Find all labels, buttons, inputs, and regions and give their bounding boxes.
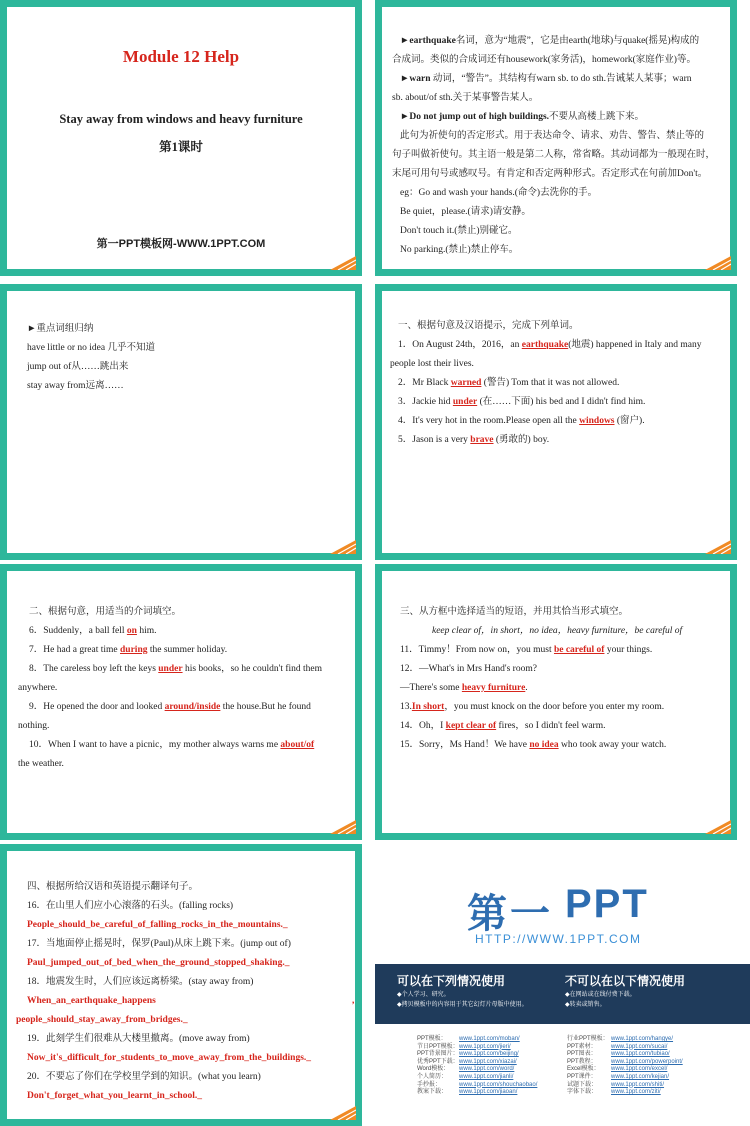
answer: kept clear of xyxy=(445,721,497,731)
resource-link[interactable]: www.1ppt.com/word/ xyxy=(459,1066,515,1073)
answer: earthquake xyxy=(521,340,569,350)
answer: under xyxy=(452,397,478,407)
slide-exercise-4[interactable] xyxy=(0,844,362,1126)
slide-title[interactable] xyxy=(0,0,362,276)
question-line xyxy=(398,377,619,390)
answer: People_should_be_careful_of_falling_rocks_in_the_mountains._ xyxy=(27,920,288,930)
resource-link[interactable]: www.1ppt.com/powerpoint/ xyxy=(611,1058,683,1065)
resource-link-row xyxy=(417,1074,537,1082)
question-line: 18．地震发生时，人们应该远离桥梁。(stay away from) xyxy=(27,977,254,987)
question-line: 16．在山里人们应小心滚落的石头。(falling rocks) xyxy=(27,901,234,911)
question-line xyxy=(400,644,652,657)
lesson-subtitle: Stay away from windows and heavy furniture xyxy=(59,112,303,126)
resource-link-label: PPT图表： xyxy=(567,1051,597,1058)
resource-link-row xyxy=(567,1066,683,1074)
text-span: (在……下面) his bed and I didn't find him. xyxy=(477,397,646,407)
text-line: 此句为祈使句的否定形式。用于表达命令、请求、劝告、警告、禁止等的 xyxy=(400,131,705,141)
text-span: 动词，“警告”。其结构有warn sb. to do sth.告诫某人某事；warn xyxy=(430,74,692,84)
answer: When_an_earthquake_happens xyxy=(27,996,156,1006)
keyword: ►Do not jump out of high buildings. xyxy=(400,112,550,122)
answer-comma: , xyxy=(352,996,355,1006)
resource-link[interactable]: www.1ppt.com/kejian/ xyxy=(611,1073,670,1080)
lesson-number: 第1课时 xyxy=(159,140,203,154)
phrase-line: jump out of从……跳出来 xyxy=(27,362,129,372)
phrase-line: have little or no idea 几乎不知道 xyxy=(27,343,155,353)
question-line xyxy=(398,434,549,447)
corner-decoration-icon xyxy=(330,256,356,270)
section-heading: 三、从方框中选择适当的短语，并用其恰当形式填空。 xyxy=(400,607,629,617)
resource-link-label: PPT素材： xyxy=(567,1043,597,1050)
question-line xyxy=(398,415,645,428)
cannot-use-item: ◆在网站或在线付费下载。 xyxy=(565,992,636,998)
corner-decoration-icon xyxy=(705,820,731,834)
question-line: 12．—What's in Mrs Hand's room? xyxy=(400,664,537,674)
text-line: sb. about/of sth.关于某事警告某人。 xyxy=(392,93,539,103)
text-span: his books，so he couldn't find them xyxy=(182,664,323,674)
question-line xyxy=(398,339,701,352)
brand-logo-ppt: PPT xyxy=(565,882,649,926)
resource-link[interactable]: www.1ppt.com/hangye/ xyxy=(611,1036,674,1042)
answer: heavy furniture xyxy=(461,683,526,693)
text-line: 句子叫做祈使句。其主语一般是第二人称，常省略。其动词都为一般现在时， xyxy=(392,150,716,160)
brand-text: 第一PPT模板网-WWW.1PPT.COM xyxy=(96,238,266,250)
resource-link-row xyxy=(417,1036,537,1044)
slide-body xyxy=(382,571,730,833)
resource-link-label: Word模板： xyxy=(417,1066,450,1073)
resource-link[interactable]: www.1ppt.com/xiazai/ xyxy=(459,1058,517,1065)
question-line: 19．此刻学生们很难从大楼里撤离。(move away from) xyxy=(27,1034,250,1044)
question-line xyxy=(29,644,227,657)
usage-band xyxy=(375,964,750,1024)
links-right xyxy=(567,1036,683,1097)
text-span: —There's some xyxy=(400,683,462,693)
keyword: ►earthquake xyxy=(400,36,456,46)
corner-decoration-icon xyxy=(330,1106,356,1120)
question-line xyxy=(29,663,322,676)
resource-link[interactable]: www.1ppt.com/jianli/ xyxy=(459,1073,514,1080)
resource-link[interactable]: www.1ppt.com/ziti/ xyxy=(611,1089,661,1096)
text-span: your things. xyxy=(604,645,653,655)
text-span: 14．Oh，I xyxy=(400,721,446,731)
text-span: 13. xyxy=(400,702,412,712)
resource-link-label: 手抄报： xyxy=(417,1081,442,1088)
text-span: fires，so I didn't feel warm. xyxy=(496,721,606,731)
section-heading: 二、根据句意，用适当的介词填空。 xyxy=(29,607,182,617)
resource-link[interactable]: www.1ppt.com/beijing/ xyxy=(459,1051,519,1058)
resource-link-row xyxy=(567,1051,683,1059)
text-line xyxy=(400,35,699,48)
slide-body xyxy=(7,291,355,553)
text-line: No parking.(禁止)禁止停车。 xyxy=(400,245,519,255)
answer: under xyxy=(158,664,183,674)
slide-ending[interactable] xyxy=(375,844,750,1126)
resource-link-label: PPT背景图片： xyxy=(417,1051,459,1058)
text-span: 10．When I want to have a picnic，my mother always warns me xyxy=(29,740,281,750)
text-line xyxy=(400,111,644,124)
phrase-line: stay away from远离…… xyxy=(27,381,124,391)
slide-body xyxy=(7,7,355,269)
answer: Paul_jumped_out_of_bed_when_the_ground_stopped_shaking._ xyxy=(27,958,290,968)
answer: Now_it's_difficult_for_students_to_move_away_from_the_buildings._ xyxy=(27,1053,312,1063)
question-line xyxy=(400,682,528,695)
answer: windows xyxy=(579,416,615,426)
corner-decoration-icon xyxy=(705,540,731,554)
answer: on xyxy=(126,626,137,636)
resource-link-row xyxy=(417,1051,537,1059)
section-heading: 四、根据所给汉语和英语提示翻译句子。 xyxy=(27,882,199,892)
text-span: 9．He opened the door and looked xyxy=(29,702,165,712)
corner-decoration-icon xyxy=(330,820,356,834)
text-span: 3．Jackie hid xyxy=(398,397,453,407)
text-span: . xyxy=(525,683,528,693)
module-title: Module 12 Help xyxy=(122,47,240,66)
question-line: 17．当地面停止摇晃时，保罗(Paul)从床上跳下来。(jump out of) xyxy=(27,939,291,949)
answer: during xyxy=(120,645,148,655)
resource-link[interactable]: www.1ppt.com/tubiao/ xyxy=(611,1051,670,1058)
resource-link[interactable]: www.1ppt.com/shouchaobao/ xyxy=(459,1081,538,1088)
answer: around/inside xyxy=(164,702,221,712)
slide-exercise-2[interactable] xyxy=(0,564,362,840)
text-span: 2．Mr Black xyxy=(398,378,451,388)
text-span: who took away your watch. xyxy=(558,740,667,750)
text-span: 6．Suddenly，a ball fell xyxy=(29,626,127,636)
answer: about/of xyxy=(280,740,315,750)
slide-exercise-1[interactable] xyxy=(375,284,737,560)
text-span: (警告) Tom that it was not allowed. xyxy=(481,378,620,388)
question-line xyxy=(29,625,156,638)
text-span: the house.But he found xyxy=(220,702,311,712)
question-line: 20．不要忘了你们在学校里学到的知识。(what you learn) xyxy=(27,1072,261,1082)
can-use-title: 可以在下列情况使用 xyxy=(397,974,506,988)
answer: In short xyxy=(411,702,445,712)
resource-link-row xyxy=(417,1066,537,1074)
text-line: eg：Go and wash your hands.(命令)去洗你的手。 xyxy=(400,188,598,198)
answer: brave xyxy=(470,435,494,445)
text-line: 末尾可用句号或感叹号。有肯定和否定两种形式。否定形式在句前加Don't。 xyxy=(392,169,708,179)
can-use-item: ◆拷贝模板中的内容用于其它幻灯片母版中使用。 xyxy=(397,1002,528,1008)
text-span: (地震) happened in Italy and many xyxy=(568,340,702,350)
question-line xyxy=(398,396,645,409)
resource-link-label: PPT模板： xyxy=(417,1036,447,1042)
text-span: the summer holiday. xyxy=(147,645,228,655)
slide-body xyxy=(7,571,355,833)
question-line xyxy=(400,720,606,733)
resource-link-label: 行业PPT模板： xyxy=(567,1036,609,1042)
slide-body xyxy=(382,291,730,553)
question-line xyxy=(400,739,666,752)
resource-link-row xyxy=(567,1036,683,1044)
slide-exercise-3[interactable] xyxy=(375,564,737,840)
resource-link[interactable]: www.1ppt.com/jiaoan/ xyxy=(459,1089,518,1096)
section-heading: ►重点词组归纳 xyxy=(27,324,94,334)
resource-link-label: 教案下载： xyxy=(417,1089,448,1096)
resource-link[interactable]: www.1ppt.com/sucai/ xyxy=(611,1043,668,1050)
slide-body xyxy=(7,851,355,1119)
text-span: (勇敢的) boy. xyxy=(493,435,550,445)
cannot-use-title: 不可以在以下情况使用 xyxy=(565,974,686,988)
brand-url[interactable]: HTTP://WWW.1PPT.COM xyxy=(475,932,642,946)
resource-link-label: 节日PPT模板： xyxy=(417,1043,459,1050)
links-left xyxy=(417,1036,537,1097)
resource-link-label: 字体下载： xyxy=(567,1089,598,1096)
resource-link-row xyxy=(567,1089,683,1097)
resource-link[interactable]: www.1ppt.com/shiti/ xyxy=(611,1081,665,1088)
text-span: (窗户). xyxy=(614,416,645,426)
text-span: 7．He had a great time xyxy=(29,645,121,655)
resource-link-row xyxy=(417,1089,537,1097)
resource-link-label: PPT课件： xyxy=(567,1073,597,1080)
text-span: 4．It's very hot in the room.Please open all the xyxy=(398,416,580,426)
text-line: Don't touch it.(禁止)别碰它。 xyxy=(400,226,518,236)
answer: people_should_stay_away_from_bridges._ xyxy=(16,1015,188,1025)
resource-link[interactable]: www.1ppt.com/jieri/ xyxy=(459,1043,511,1050)
resource-link-label: PPT教程： xyxy=(567,1058,597,1065)
slide-vocabulary[interactable] xyxy=(375,0,737,276)
answer: warned xyxy=(450,378,482,388)
question-line: the weather. xyxy=(18,759,64,769)
text-span: 不要从高楼上跳下来。 xyxy=(549,112,645,122)
text-line: Be quiet，please.(请求)请安静。 xyxy=(400,207,531,217)
answer: no idea xyxy=(529,740,559,750)
answer: Don't_forget_what_you_learnt_in_school._ xyxy=(27,1091,202,1101)
resource-link[interactable]: www.1ppt.com/excel/ xyxy=(611,1066,668,1073)
brand-logo-cn: 第一 xyxy=(467,892,553,936)
resource-link[interactable]: www.1ppt.com/moban/ xyxy=(459,1036,520,1042)
resource-link-label: 优秀PPT下载： xyxy=(417,1058,459,1065)
resource-link-label: Excel模板： xyxy=(567,1066,600,1073)
answer: be careful of xyxy=(553,645,605,655)
text-line: 合成词。类似的合成词还有housework(家务活)，homework(家庭作业)等。 xyxy=(392,55,696,65)
resource-link-row xyxy=(567,1074,683,1082)
question-line: nothing. xyxy=(18,721,50,731)
text-span: him. xyxy=(136,626,157,636)
text-span: 名词，意为“地震”，它是由earth(地球)与quake(摇晃)构成的 xyxy=(455,36,700,46)
text-span: 15．Sorry，Ms Hand！We have xyxy=(400,740,530,750)
text-line xyxy=(400,73,691,86)
corner-decoration-icon xyxy=(330,540,356,554)
question-line: people lost their lives. xyxy=(390,359,474,369)
can-use-item: ◆个人学习、研究。 xyxy=(397,992,450,998)
phrase-box: keep clear of，in short，no idea，heavy furniture，be careful of xyxy=(432,626,683,636)
text-span: 8．The careless boy left the keys xyxy=(29,664,159,674)
resource-link-label: 试题下载： xyxy=(567,1081,598,1088)
cannot-use-item: ◆转卖或销售。 xyxy=(565,1002,606,1008)
keyword: ►warn xyxy=(400,74,431,84)
resource-link-label: 个人简历： xyxy=(417,1073,448,1080)
question-line xyxy=(29,701,311,714)
text-span: ，you must knock on the door before you enter my room. xyxy=(444,702,665,712)
text-span: 1．On August 24th，2016，an xyxy=(398,340,522,350)
section-heading: 一、根据句意及汉语提示，完成下列单词。 xyxy=(398,321,579,331)
text-span: 5．Jason is a very xyxy=(398,435,471,445)
corner-decoration-icon xyxy=(705,256,731,270)
question-line xyxy=(29,739,314,752)
slide-body xyxy=(382,7,730,269)
text-span: 11．Timmy！From now on，you must xyxy=(400,645,554,655)
slide-phrases[interactable] xyxy=(0,284,362,560)
question-line: anywhere. xyxy=(18,683,58,693)
question-line xyxy=(400,701,664,714)
